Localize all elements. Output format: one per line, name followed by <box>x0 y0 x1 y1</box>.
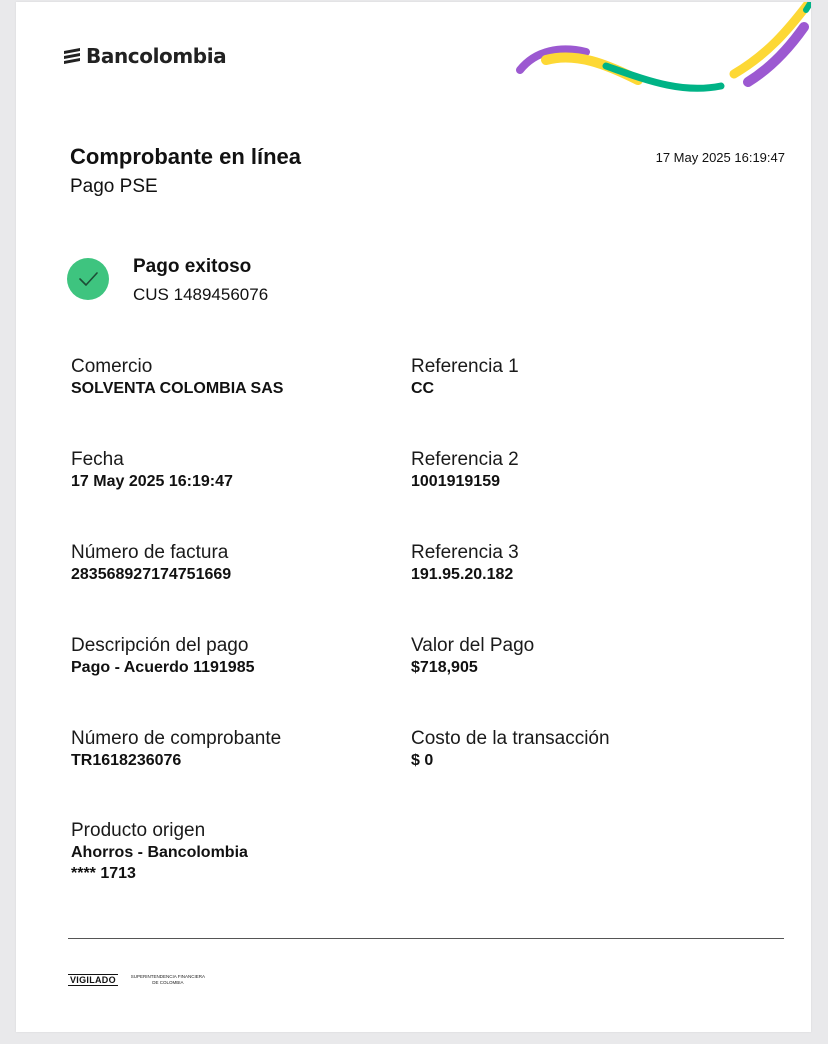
field-label: Referencia 2 <box>411 449 519 470</box>
regulator-name: SUPERINTENDENCIA FINANCIERA DE COLOMBIA <box>130 974 206 985</box>
field-label: Valor del Pago <box>411 635 535 656</box>
page-subtitle: Pago PSE <box>70 176 158 197</box>
field-label: Fecha <box>71 449 124 470</box>
decorative-swoosh <box>506 2 811 102</box>
brand-name: Bancolombia <box>86 44 227 68</box>
field-value: 1001919159 <box>411 473 500 490</box>
checkmark-icon <box>77 270 99 288</box>
payment-status <box>67 256 268 305</box>
field-label: Costo de la transacción <box>411 728 610 749</box>
field-value: SOLVENTA COLOMBIA SAS <box>71 380 284 397</box>
receipt-timestamp: 17 May 2025 16:19:47 <box>655 150 785 165</box>
field-value: $ 0 <box>411 752 434 769</box>
check-circle-icon <box>67 258 109 300</box>
field-value: 283568927174751669 <box>71 566 232 583</box>
field-referencia-1 <box>411 356 731 399</box>
field-value: $718,905 <box>411 659 478 676</box>
field-label: Referencia 3 <box>411 542 519 563</box>
field-label: Comercio <box>71 356 153 377</box>
field-value: CC <box>411 380 435 397</box>
bancolombia-logo <box>62 44 226 68</box>
field-numero-factura <box>71 542 391 585</box>
field-value: 17 May 2025 16:19:47 <box>71 473 233 490</box>
field-label: Número de factura <box>71 542 229 563</box>
field-value: Ahorros - Bancolombia **** 1713 <box>71 844 248 882</box>
field-numero-comprobante <box>71 728 391 771</box>
vigilado-seal <box>68 974 214 986</box>
field-comercio <box>71 356 391 399</box>
field-label: Número de comprobante <box>71 728 282 749</box>
field-costo-transaccion <box>411 728 731 771</box>
field-valor-pago <box>411 635 731 678</box>
field-producto-origen <box>71 820 391 884</box>
bancolombia-logo-icon <box>62 46 82 66</box>
field-value: TR1618236076 <box>71 752 182 769</box>
field-referencia-3 <box>411 542 731 585</box>
footer-divider <box>68 938 784 939</box>
receipt-page <box>16 2 811 1032</box>
field-value: 191.95.20.182 <box>411 566 514 583</box>
vigilado-label: VIGILADO <box>70 975 116 985</box>
field-label: Producto origen <box>71 820 206 841</box>
status-title: Pago exitoso <box>133 256 252 277</box>
field-value: Pago - Acuerdo 1191985 <box>71 659 255 676</box>
field-referencia-2 <box>411 449 731 492</box>
page-title: Comprobante en línea <box>70 144 302 169</box>
field-fecha <box>71 449 391 492</box>
field-label: Referencia 1 <box>411 356 519 377</box>
field-descripcion-pago <box>71 635 391 678</box>
field-label: Descripción del pago <box>71 635 249 656</box>
status-cus: CUS 1489456076 <box>133 285 269 304</box>
